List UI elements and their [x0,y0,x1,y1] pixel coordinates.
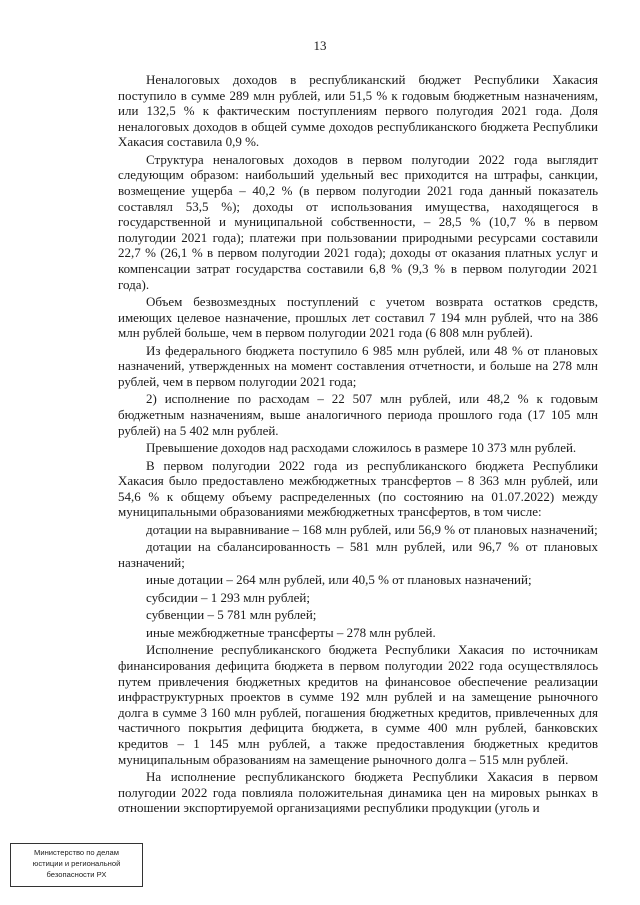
paragraph-market-prices: На исполнение республиканского бюджета Республики Хакасия в первом полугодии 2022 года повлияла положительная динамика цен на мировых рынках в отношении экспортируемой организациями республики продукции (уголь и [118,769,598,816]
list-item-other-transfers: иные межбюджетные трансферты – 278 млн рублей. [146,624,436,640]
paragraph-gratuitous-receipts: Объем безвозмездных поступлений с учетом возврата остатков средств, имеющих целевое назначение, прошлых лет составил 7 194 млн рублей, что на 386 млн рублей больше, чем в первом полугодии 2021 года (6 808 млн рублей). [118,294,598,341]
stamp-line-1: Министерство по делам [34,848,119,857]
list-item-balancing: дотации на сбалансированность – 581 млн рублей, или 96,7 % от плановых назначений; [118,539,598,570]
paragraph-non-tax-structure: Структура неналоговых доходов в первом полугодии 2022 года выглядит следующим образом: наибольший удельный вес приходится на штрафы, санкции, возмещение ущерба – 40,2 % (в первом полугодии 2021 года данный показатель составлял 53,5 %); доходы от использования имущества, находящегося в государственной и муниципальной собственности, – 28,5 % (10,7 % в первом полугодии 2021 года); платежи при пользовании природными ресурсами составили 22,7 % (26,1 % в первом полугодии 2021 года); доходы от оказания платных услуг и компенсации затрат государства составили 6,8 % (9,3 % в первом полугодии 2021 года). [118,151,598,292]
paragraph-federal-budget: Из федерального бюджета поступило 6 985 млн рублей, или 48 % от плановых назначений, утвержденных на момент составления отчетности, и больше на 278 млн рублей, чем в первом полугодии 2021 года; [118,342,598,389]
stamp-line-2: юстиции и региональной [32,859,121,868]
paragraph-interbudget-transfers: В первом полугодии 2022 года из республиканского бюджета Республики Хакасия было предоставлено межбюджетных трансфертов – 8 363 млн рублей, или 54,6 % к общему объему распределенных (по состоянию на 01.07.2022) между муниципальными образованиями межбюджетных трансфертов, в том числе: [118,457,598,520]
stamp-line-3: безопасности РХ [46,870,107,879]
document-body [118,72,598,818]
page-number: 13 [313,38,327,53]
paragraph-expenditures: 2) исполнение по расходам – 22 507 млн рублей, или 48,2 % к годовым бюджетным назначениям, выше аналогичного периода прошлого года (17 105 млн рублей) на 5 402 млн рублей. [118,391,598,438]
registration-stamp [10,843,143,887]
list-item-subsidies: субсидии – 1 293 млн рублей; [146,589,310,605]
paragraph-surplus: Превышение доходов над расходами сложилось в размере 10 373 млн рублей. [146,440,577,456]
paragraph-non-tax-revenue: Неналоговых доходов в республиканский бюджет Республики Хакасия поступило в сумме 289 млн рублей, или 51,5 % к годовым бюджетным назначениям, или 132,5 % к фактическим поступлениям первого полугодия 2021 года. Доля неналоговых доходов в общей сумме доходов республиканского бюджета Республики Хакасия составила 0,9 %. [118,72,598,150]
list-item-equalization: дотации на выравнивание – 168 млн рублей, или 56,9 % от плановых назначений; [146,521,598,537]
list-item-subventions: субвенции – 5 781 млн рублей; [146,607,317,623]
paragraph-deficit-financing: Исполнение республиканского бюджета Республики Хакасия по источникам финансирования дефицита бюджета в первом полугодии 2022 года осуществлялось путем привлечения бюджетных кредитов на финансовое обеспечение реализации инфраструктурных проектов в сумме 192 млн рублей и на замещение рыночного долга в сумме 3 160 млн рублей, погашения бюджетных кредитов, привлеченных для частичного покрытия дефицита бюджета, в сумме 400 млн рублей, банковских кредитов – 1 145 млн рублей, а также предоставления бюджетных кредитов муниципальным образованиям на замещение рыночного долга – 515 млн рублей. [118,642,598,767]
list-item-other-grants: иные дотации – 264 млн рублей, или 40,5 % от плановых назначений; [146,572,532,588]
